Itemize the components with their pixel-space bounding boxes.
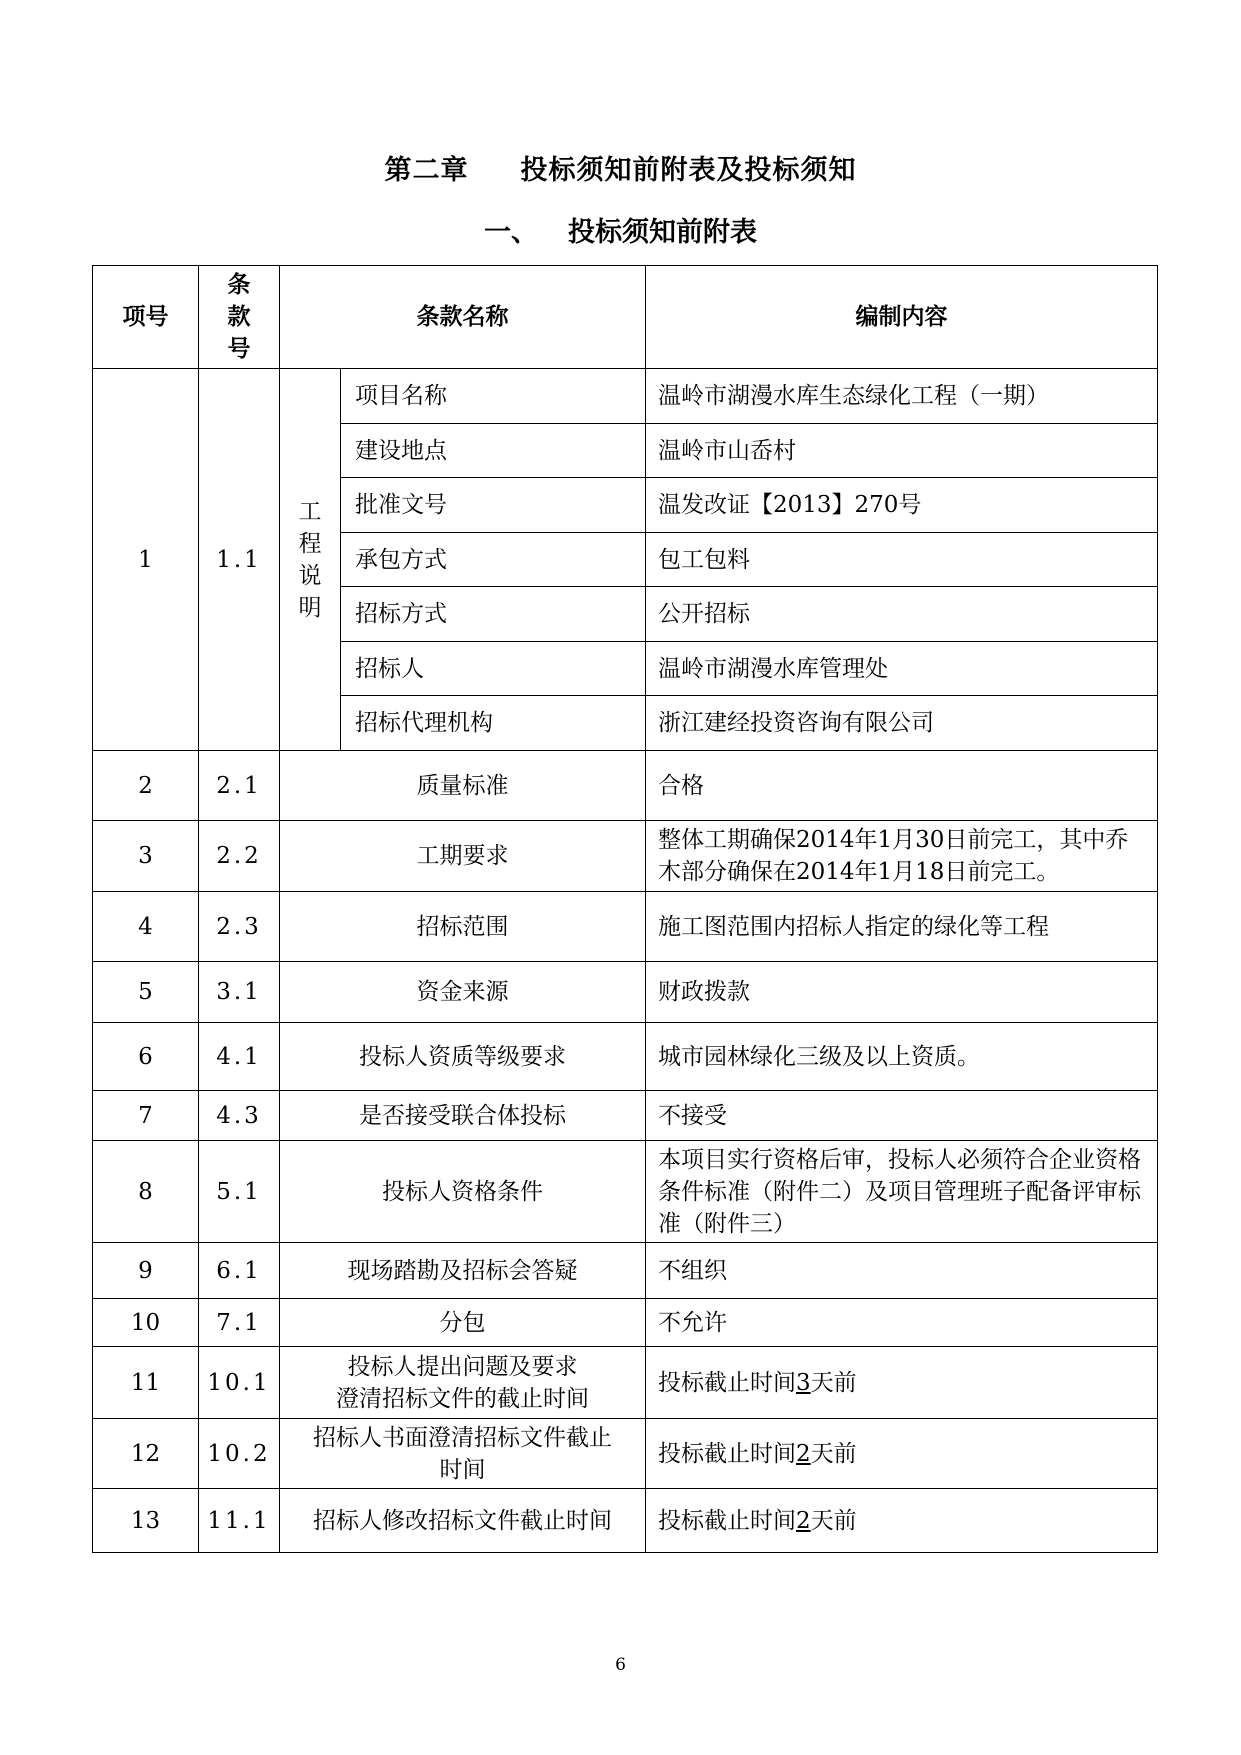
header-clause-name: 条款名称 (280, 266, 646, 369)
content-cell: 包工包料 (646, 533, 1158, 587)
table-header-row (93, 266, 1158, 369)
clause-no-cell: 10.2 (199, 1419, 280, 1489)
content-cell: 城市园林绿化三级及以上资质。 (646, 1023, 1158, 1091)
content-cell: 投标截止时间2天前 (646, 1489, 1158, 1553)
item-no-cell: 11 (93, 1347, 199, 1419)
clause-no-cell: 2.1 (199, 751, 280, 821)
clause-no-cell: 4.3 (199, 1091, 280, 1141)
sub-item-name: 招标人 (341, 642, 646, 696)
content-cell: 施工图范围内招标人指定的绿化等工程 (646, 892, 1158, 962)
table-row (93, 1243, 1158, 1299)
table-row (93, 1347, 1158, 1419)
sub-item-name: 承包方式 (341, 533, 646, 587)
clause-name-cell: 投标人资质等级要求 (280, 1023, 646, 1091)
table-row (93, 751, 1158, 821)
item-no-cell: 1 (93, 369, 199, 751)
content-cell: 温岭市湖漫水库生态绿化工程（一期） (646, 369, 1158, 424)
clause-no-cell: 2.3 (199, 892, 280, 962)
section-number: 一、 (484, 217, 538, 248)
content-cell: 温岭市湖漫水库管理处 (646, 642, 1158, 696)
content-cell: 不接受 (646, 1091, 1158, 1141)
chapter-title (0, 148, 1241, 187)
section-heading: 投标须知前附表 (568, 217, 757, 248)
chapter-heading: 投标须知前附表及投标须知 (520, 155, 857, 186)
page-number: 6 (615, 1655, 626, 1675)
content-cell: 财政拨款 (646, 962, 1158, 1023)
sub-item-name: 批准文号 (341, 478, 646, 533)
item-no-cell: 7 (93, 1091, 199, 1141)
sub-item-name: 招标方式 (341, 587, 646, 642)
clause-no-cell: 10.1 (199, 1347, 280, 1419)
item-no-cell: 10 (93, 1299, 199, 1347)
table-row (93, 962, 1158, 1023)
clause-name-cell: 招标人修改招标文件截止时间 (280, 1489, 646, 1553)
item-no-cell: 2 (93, 751, 199, 821)
table-row (93, 892, 1158, 962)
content-cell: 本项目实行资格后审，投标人必须符合企业资格条件标准（附件二）及项目管理班子配备评审标准（附件三） (646, 1141, 1158, 1243)
content-cell: 合格 (646, 751, 1158, 821)
clause-name-cell: 是否接受联合体投标 (280, 1091, 646, 1141)
header-item-no: 项号 (93, 266, 199, 369)
table-row (93, 369, 1158, 424)
clause-no-cell: 5.1 (199, 1141, 280, 1243)
clause-name-cell: 招标范围 (280, 892, 646, 962)
table-row (93, 1489, 1158, 1553)
item-no-cell: 6 (93, 1023, 199, 1091)
sub-item-name: 建设地点 (341, 424, 646, 478)
content-cell: 不允许 (646, 1299, 1158, 1347)
table-row (93, 1023, 1158, 1091)
item-no-cell: 4 (93, 892, 199, 962)
content-cell: 投标截止时间2天前 (646, 1419, 1158, 1489)
clause-no-cell: 7.1 (199, 1299, 280, 1347)
item-no-cell: 9 (93, 1243, 199, 1299)
clause-name-cell: 工期要求 (280, 821, 646, 892)
clause-no-cell: 4.1 (199, 1023, 280, 1091)
item-no-cell: 13 (93, 1489, 199, 1553)
clause-name-cell: 投标人提出问题及要求 澄清招标文件的截止时间 (280, 1347, 646, 1419)
item-no-cell: 12 (93, 1419, 199, 1489)
table-row (93, 1419, 1158, 1489)
item-no-cell: 8 (93, 1141, 199, 1243)
item-no-cell: 3 (93, 821, 199, 892)
table-row (93, 1091, 1158, 1141)
table-row (93, 1299, 1158, 1347)
content-cell: 不组织 (646, 1243, 1158, 1299)
chapter-number: 第二章 (384, 155, 469, 186)
item-no-cell: 5 (93, 962, 199, 1023)
bidding-data-sheet-table (92, 265, 1158, 1553)
content-cell: 投标截止时间3天前 (646, 1347, 1158, 1419)
clause-name-cell: 资金来源 (280, 962, 646, 1023)
content-cell: 浙江建经投资咨询有限公司 (646, 696, 1158, 751)
header-clause-no: 条 款 号 (199, 266, 280, 369)
content-cell: 温岭市山岙村 (646, 424, 1158, 478)
table-row (93, 821, 1158, 892)
project-description-label: 工 程 说 明 (280, 369, 341, 751)
table-row (93, 1141, 1158, 1243)
clause-name-cell: 质量标准 (280, 751, 646, 821)
content-cell: 温发改证【2013】270号 (646, 478, 1158, 533)
sub-item-name: 项目名称 (341, 369, 646, 424)
clause-no-cell: 6.1 (199, 1243, 280, 1299)
clause-name-cell: 分包 (280, 1299, 646, 1347)
clause-no-cell: 2.2 (199, 821, 280, 892)
content-cell: 整体工期确保2014年1月30日前完工，其中乔木部分确保在2014年1月18日前完工。 (646, 821, 1158, 892)
section-title (0, 210, 1241, 249)
clause-no-cell: 3.1 (199, 962, 280, 1023)
clause-name-cell: 现场踏勘及招标会答疑 (280, 1243, 646, 1299)
content-cell: 公开招标 (646, 587, 1158, 642)
clause-name-cell: 投标人资格条件 (280, 1141, 646, 1243)
header-content: 编制内容 (646, 266, 1158, 369)
sub-item-name: 招标代理机构 (341, 696, 646, 751)
clause-no-cell: 1.1 (199, 369, 280, 751)
clause-name-cell: 招标人书面澄清招标文件截止 时间 (280, 1419, 646, 1489)
clause-no-cell: 11.1 (199, 1489, 280, 1553)
